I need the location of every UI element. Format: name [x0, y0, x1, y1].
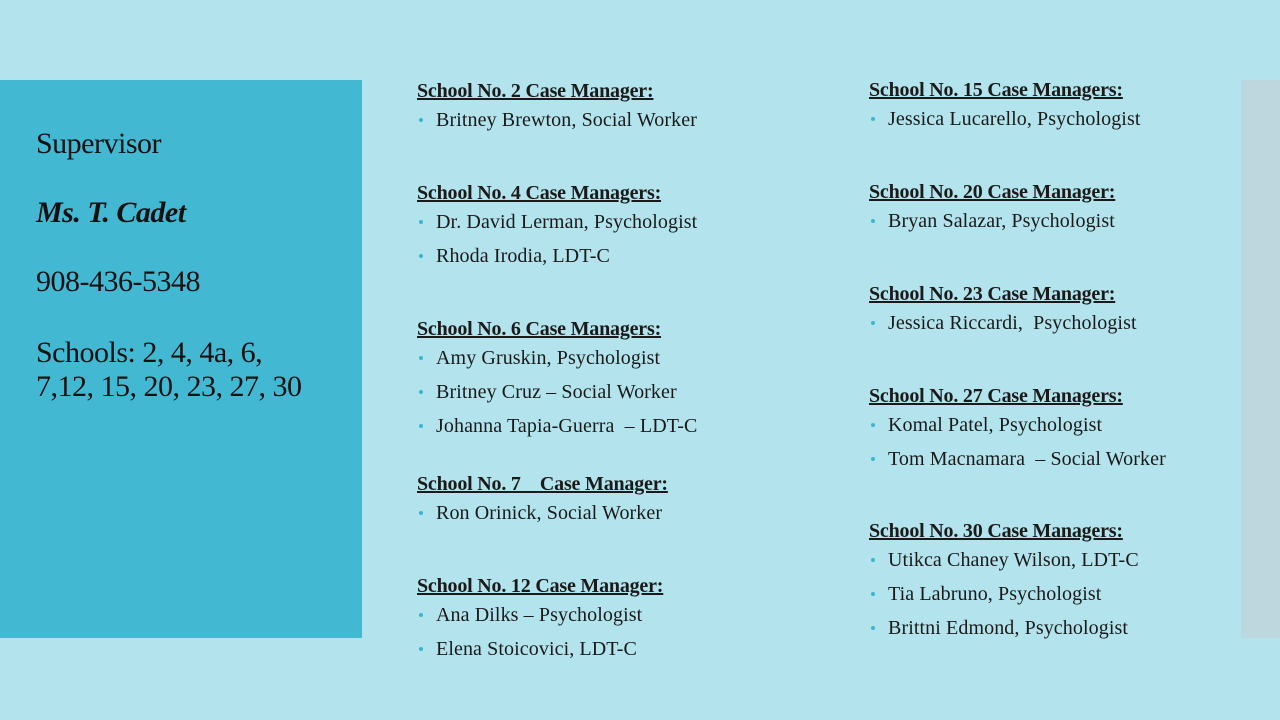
school-15-section [869, 78, 1141, 136]
school-30-title: School No. 30 Case Managers: [869, 520, 1123, 542]
bullet-icon [871, 626, 875, 630]
school-6-title: School No. 6 Case Managers: [417, 318, 662, 340]
case-manager: Tia Labruno, Psychologist [888, 583, 1102, 605]
list-item [869, 204, 1115, 238]
list-item [417, 205, 697, 239]
list-item [417, 632, 663, 666]
list-item [417, 598, 663, 632]
list-item [417, 239, 697, 273]
bullet-icon [419, 647, 423, 651]
list-item [417, 375, 697, 409]
bullet-icon [871, 117, 875, 121]
list-item [869, 306, 1137, 340]
case-manager: Brittni Edmond, Psychologist [888, 617, 1129, 639]
case-manager: Bryan Salazar, Psychologist [888, 210, 1115, 232]
school-20-title: School No. 20 Case Manager: [869, 181, 1116, 203]
case-manager: Rhoda Irodia, LDT-C [436, 245, 610, 267]
school-15-title: School No. 15 Case Managers: [869, 79, 1123, 101]
case-manager: Britney Brewton, Social Worker [436, 109, 697, 131]
case-manager: Amy Gruskin, Psychologist [436, 347, 661, 369]
bullet-icon [871, 457, 875, 461]
school-2-section [417, 79, 697, 137]
case-manager: Komal Patel, Psychologist [888, 414, 1103, 436]
bullet-icon [871, 592, 875, 596]
school-27-section [869, 384, 1166, 476]
school-6-section [417, 317, 697, 443]
school-12-title: School No. 12 Case Manager: [417, 575, 664, 597]
bullet-icon [419, 424, 423, 428]
bullet-icon [419, 118, 423, 122]
list-item [417, 341, 697, 375]
list-item [869, 442, 1166, 476]
list-item [417, 496, 668, 530]
supervisor-schools: Schools: 2, 4, 4a, 6, 7,12, 15, 20, 23, 27, 30 [36, 336, 302, 403]
school-27-title: School No. 27 Case Managers: [869, 385, 1123, 407]
school-4-title: School No. 4 Case Managers: [417, 182, 662, 204]
case-manager: Ron Orinick, Social Worker [436, 502, 663, 524]
bullet-icon [419, 511, 423, 515]
school-20-section [869, 180, 1115, 238]
bullet-icon [419, 254, 423, 258]
bullet-icon [419, 390, 423, 394]
bullet-icon [871, 321, 875, 325]
list-item [869, 408, 1166, 442]
school-7-title: School No. 7 Case Manager: [417, 473, 668, 495]
school-23-section [869, 282, 1137, 340]
school-2-title: School No. 2 Case Manager: [417, 80, 654, 102]
supervisor-label: Supervisor [36, 127, 161, 160]
case-manager: Utikca Chaney Wilson, LDT-C [888, 549, 1139, 571]
decorative-strip [1241, 80, 1280, 638]
supervisor-name: Ms. T. Cadet [36, 196, 186, 229]
case-manager: Jessica Lucarello, Psychologist [888, 108, 1141, 130]
list-item [869, 543, 1139, 577]
case-manager: Johanna Tapia-Guerra – LDT-C [436, 415, 698, 437]
school-7-section [417, 472, 668, 530]
bullet-icon [419, 220, 423, 224]
case-manager: Dr. David Lerman, Psychologist [436, 211, 698, 233]
school-30-section [869, 519, 1139, 645]
case-manager: Ana Dilks – Psychologist [436, 604, 643, 626]
school-23-title: School No. 23 Case Manager: [869, 283, 1116, 305]
bullet-icon [871, 219, 875, 223]
supervisor-phone: 908-436-5348 [36, 265, 200, 298]
school-12-section [417, 574, 663, 666]
case-manager: Jessica Riccardi, Psychologist [888, 312, 1137, 334]
list-item [869, 577, 1139, 611]
list-item [417, 409, 697, 443]
case-manager: Elena Stoicovici, LDT-C [436, 638, 637, 660]
bullet-icon [871, 558, 875, 562]
case-manager: Britney Cruz – Social Worker [436, 381, 677, 403]
bullet-icon [871, 423, 875, 427]
list-item [869, 102, 1141, 136]
bullet-icon [419, 356, 423, 360]
list-item [417, 103, 697, 137]
list-item [869, 611, 1139, 645]
bullet-icon [419, 613, 423, 617]
case-manager: Tom Macnamara – Social Worker [888, 448, 1166, 470]
school-4-section [417, 181, 697, 273]
